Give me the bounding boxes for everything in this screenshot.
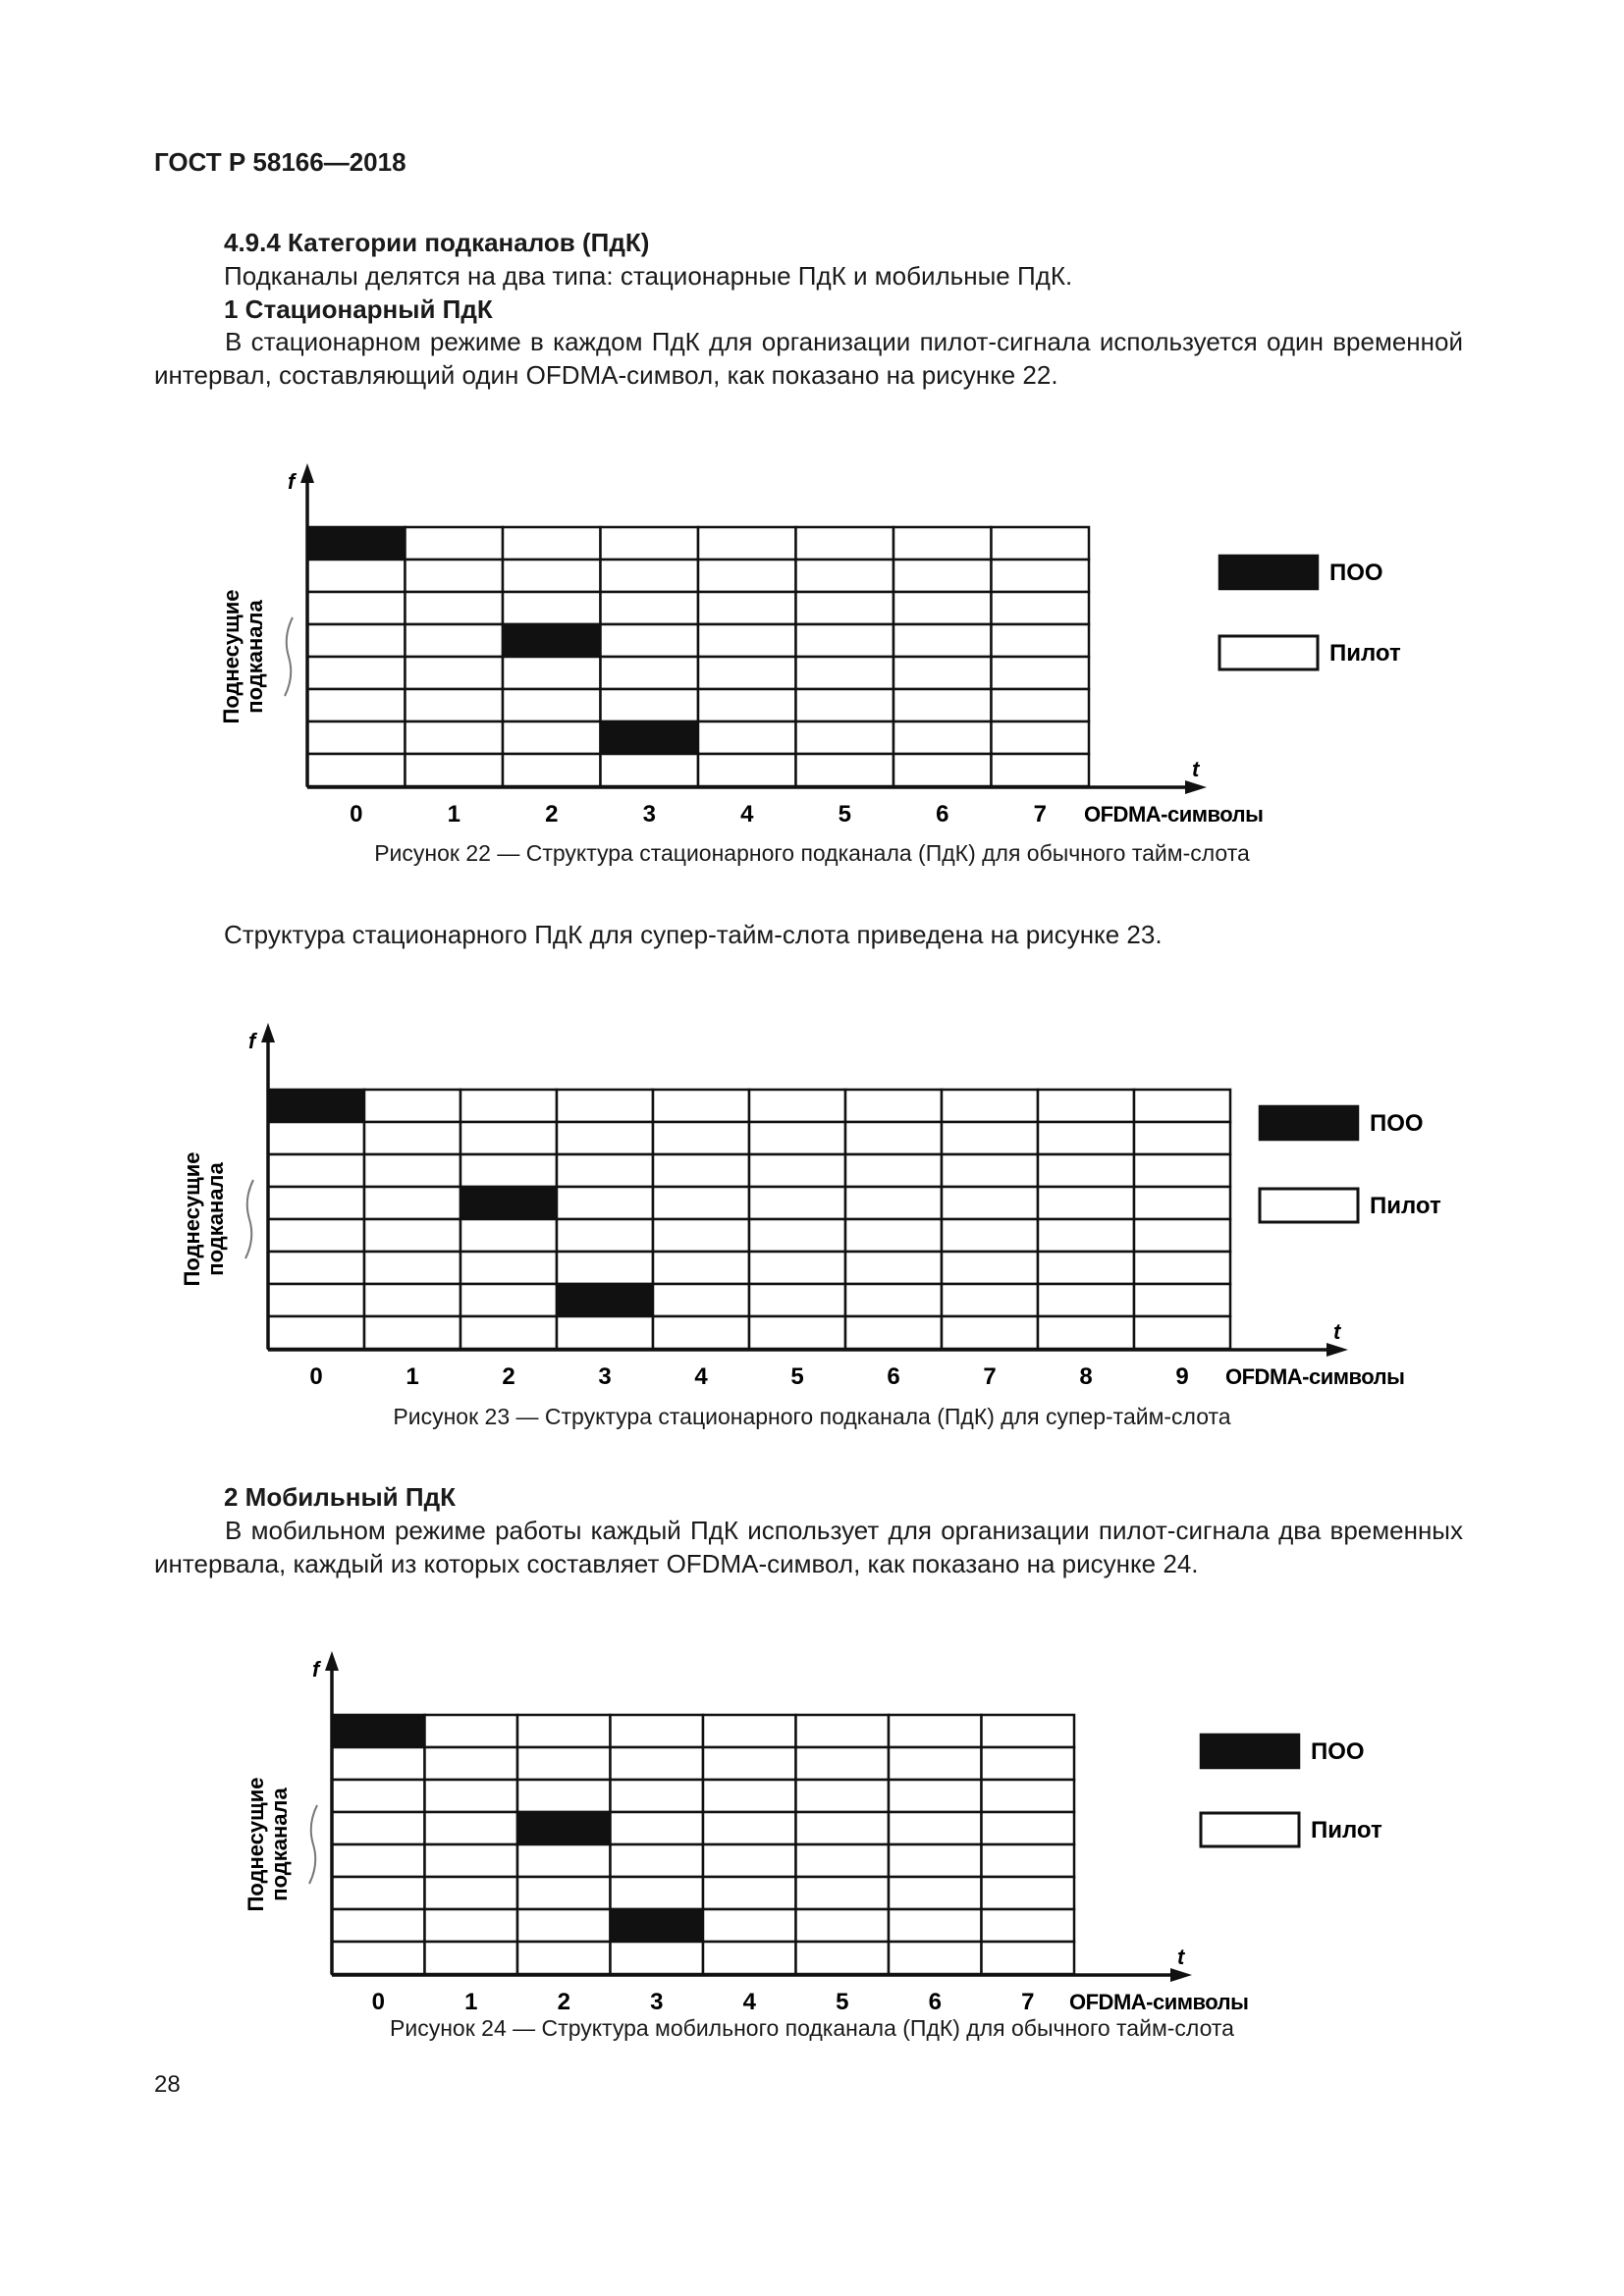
empty-cell	[982, 1780, 1075, 1812]
filled-cell	[460, 1187, 557, 1219]
empty-cell	[1134, 1219, 1230, 1252]
x-tick-label: 1	[447, 801, 460, 828]
empty-cell	[1134, 1252, 1230, 1284]
empty-cell	[332, 1909, 425, 1942]
empty-cell	[268, 1187, 364, 1219]
section-heading: 4.9.4 Категории подканалов (ПдК)	[224, 228, 650, 257]
empty-cell	[698, 689, 796, 721]
y-axis-title	[180, 1152, 228, 1287]
empty-cell	[749, 1219, 845, 1252]
empty-cell	[749, 1122, 845, 1154]
empty-cell	[992, 657, 1090, 689]
empty-cell	[703, 1877, 796, 1909]
empty-cell	[503, 592, 601, 624]
empty-cell	[406, 721, 504, 754]
empty-cell	[425, 1780, 518, 1812]
x-tick-label: 0	[371, 1989, 385, 2015]
empty-cell	[503, 657, 601, 689]
empty-cell	[611, 1715, 704, 1747]
legend-filled-swatch	[1260, 1106, 1358, 1140]
legend-empty-swatch	[1219, 636, 1318, 669]
subsection-1-heading: 1 Стационарный ПдК	[224, 294, 493, 324]
empty-cell	[698, 657, 796, 689]
x-tick-label: 1	[464, 1989, 478, 2015]
x-tick-label: 2	[545, 801, 559, 828]
legend-empty-swatch	[1201, 1813, 1299, 1846]
empty-cell	[611, 1812, 704, 1844]
x-tick-label: 3	[642, 801, 656, 828]
empty-cell	[653, 1252, 749, 1284]
x-tick-label: 3	[598, 1363, 612, 1390]
empty-cell	[406, 657, 504, 689]
empty-cell	[425, 1812, 518, 1844]
empty-cell	[406, 754, 504, 786]
empty-cell	[332, 1812, 425, 1844]
empty-cell	[406, 689, 504, 721]
x-tick-label: 7	[1021, 1989, 1035, 2015]
empty-cell	[749, 1090, 845, 1122]
empty-cell	[653, 1187, 749, 1219]
empty-cell	[268, 1122, 364, 1154]
empty-cell	[889, 1780, 982, 1812]
empty-cell	[557, 1090, 653, 1122]
x-tick-label: 2	[502, 1363, 515, 1390]
empty-cell	[557, 1219, 653, 1252]
empty-cell	[796, 560, 894, 592]
empty-cell	[845, 1252, 942, 1284]
empty-cell	[517, 1942, 611, 1974]
page-number: 28	[154, 2071, 181, 2098]
filled-cell	[307, 527, 406, 560]
brace-mark	[245, 1180, 253, 1258]
empty-cell	[364, 1284, 460, 1316]
empty-cell	[796, 1909, 890, 1942]
empty-cell	[503, 527, 601, 560]
empty-cell	[653, 1284, 749, 1316]
empty-cell	[460, 1316, 557, 1349]
empty-cell	[703, 1780, 796, 1812]
figure-23-caption: Рисунок 23 — Структура стационарного подканала (ПдК) для супер-тайм-слота	[393, 1404, 1231, 1429]
x-tick-label: 5	[838, 801, 851, 828]
empty-cell	[364, 1316, 460, 1349]
x-tick-label: 4	[694, 1363, 708, 1390]
empty-cell	[942, 1187, 1038, 1219]
empty-cell	[425, 1844, 518, 1877]
x-tick-label: 1	[406, 1363, 419, 1390]
empty-cell	[1038, 1187, 1134, 1219]
y-axis-letter: f	[248, 1029, 256, 1053]
empty-cell	[992, 592, 1090, 624]
empty-cell	[364, 1122, 460, 1154]
brace-mark	[285, 617, 293, 696]
empty-cell	[364, 1154, 460, 1187]
empty-cell	[332, 1844, 425, 1877]
empty-cell	[653, 1316, 749, 1349]
empty-cell	[845, 1154, 942, 1187]
empty-cell	[268, 1219, 364, 1252]
empty-cell	[698, 527, 796, 560]
empty-cell	[703, 1909, 796, 1942]
empty-cell	[942, 1154, 1038, 1187]
empty-cell	[425, 1715, 518, 1747]
empty-cell	[653, 1090, 749, 1122]
empty-cell	[406, 527, 504, 560]
x-tick-label: 4	[740, 801, 754, 828]
empty-cell	[889, 1877, 982, 1909]
empty-cell	[425, 1877, 518, 1909]
empty-cell	[307, 592, 406, 624]
empty-cell	[796, 721, 894, 754]
empty-cell	[889, 1812, 982, 1844]
empty-cell	[517, 1877, 611, 1909]
x-tick-label: 5	[836, 1989, 849, 2015]
figure-22-caption: Рисунок 22 — Структура стационарного подканала (ПдК) для обычного тайм-слота	[374, 840, 1250, 866]
empty-cell	[601, 657, 699, 689]
figure-24	[0, 1649, 1624, 2015]
empty-cell	[796, 1942, 890, 1974]
empty-cell	[796, 1747, 890, 1780]
empty-cell	[406, 624, 504, 657]
x-axis-letter: t	[1333, 1319, 1341, 1344]
empty-cell	[332, 1747, 425, 1780]
y-axis-title	[244, 1778, 292, 1912]
empty-cell	[460, 1252, 557, 1284]
empty-cell	[1038, 1316, 1134, 1349]
empty-cell	[557, 1252, 653, 1284]
empty-cell	[796, 754, 894, 786]
empty-cell	[1134, 1090, 1230, 1122]
empty-cell	[992, 560, 1090, 592]
figure-24-caption: Рисунок 24 — Структура мобильного подканала (ПдК) для обычного тайм-слота	[390, 2015, 1234, 2041]
y-axis-title-line: Поднесущие	[180, 1151, 204, 1287]
empty-cell	[460, 1154, 557, 1187]
empty-cell	[307, 560, 406, 592]
grid	[307, 527, 1089, 786]
empty-cell	[893, 527, 992, 560]
empty-cell	[1038, 1219, 1134, 1252]
subsection-1-paragraph: В стационарном режиме в каждом ПдК для организации пилот-сигнала используется один временной интервал, составляющий один OFDMA-символ, как показано на рисунке 22.	[154, 327, 1463, 390]
filled-cell	[517, 1812, 611, 1844]
x-axis-letter: t	[1192, 757, 1200, 781]
empty-cell	[992, 754, 1090, 786]
legend-empty-label: Пилот	[1370, 1193, 1441, 1219]
empty-cell	[557, 1187, 653, 1219]
y-axis-letter: f	[288, 469, 296, 494]
empty-cell	[796, 1844, 890, 1877]
x-tick-label: 4	[742, 1989, 756, 2015]
empty-cell	[307, 754, 406, 786]
empty-cell	[942, 1219, 1038, 1252]
empty-cell	[1134, 1122, 1230, 1154]
empty-cell	[942, 1090, 1038, 1122]
empty-cell	[796, 624, 894, 657]
filled-cell	[611, 1909, 704, 1942]
x-tick-label: 2	[557, 1989, 570, 2015]
x-tick-label: 6	[928, 1989, 942, 2015]
empty-cell	[307, 624, 406, 657]
y-axis-title-line: Поднесущие	[219, 589, 244, 724]
empty-cell	[460, 1090, 557, 1122]
empty-cell	[1038, 1090, 1134, 1122]
legend-filled-swatch	[1201, 1735, 1299, 1768]
empty-cell	[517, 1747, 611, 1780]
empty-cell	[503, 754, 601, 786]
x-tick-label: 7	[983, 1363, 997, 1390]
filled-cell	[601, 721, 699, 754]
empty-cell	[1038, 1154, 1134, 1187]
x-axis-title: OFDMA-символы	[1069, 1990, 1249, 2014]
x-axis-title: OFDMA-символы	[1084, 802, 1264, 827]
legend-filled-swatch	[1219, 556, 1318, 589]
empty-cell	[796, 689, 894, 721]
empty-cell	[796, 527, 894, 560]
y-axis-letter: f	[312, 1657, 320, 1682]
brace-mark	[309, 1805, 317, 1884]
empty-cell	[893, 721, 992, 754]
y-axis-title	[219, 590, 267, 724]
y-axis-arrow	[261, 1023, 275, 1042]
empty-cell	[1134, 1187, 1230, 1219]
empty-cell	[698, 592, 796, 624]
empty-cell	[893, 754, 992, 786]
x-axis-arrow	[1185, 780, 1207, 794]
empty-cell	[703, 1747, 796, 1780]
empty-cell	[992, 721, 1090, 754]
empty-cell	[653, 1154, 749, 1187]
empty-cell	[653, 1122, 749, 1154]
x-tick-label: 0	[309, 1363, 323, 1390]
empty-cell	[653, 1219, 749, 1252]
empty-cell	[845, 1122, 942, 1154]
x-tick-label: 8	[1079, 1363, 1093, 1390]
x-tick-label: 9	[1175, 1363, 1189, 1390]
empty-cell	[703, 1844, 796, 1877]
empty-cell	[889, 1942, 982, 1974]
empty-cell	[268, 1252, 364, 1284]
document-header: ГОСТ Р 58166—2018	[154, 147, 406, 177]
legend-filled-label: ПОО	[1311, 1738, 1365, 1765]
empty-cell	[749, 1284, 845, 1316]
empty-cell	[307, 689, 406, 721]
empty-cell	[992, 527, 1090, 560]
empty-cell	[460, 1284, 557, 1316]
empty-cell	[1038, 1252, 1134, 1284]
y-axis-title-line: подканала	[203, 1162, 228, 1276]
empty-cell	[889, 1909, 982, 1942]
empty-cell	[796, 1780, 890, 1812]
empty-cell	[307, 657, 406, 689]
legend-filled-label: ПОО	[1329, 560, 1383, 586]
y-axis-title-line: Поднесущие	[244, 1777, 268, 1912]
x-axis-arrow	[1326, 1343, 1348, 1357]
empty-cell	[893, 560, 992, 592]
empty-cell	[268, 1316, 364, 1349]
empty-cell	[698, 721, 796, 754]
empty-cell	[601, 527, 699, 560]
x-tick-label: 5	[790, 1363, 804, 1390]
empty-cell	[845, 1284, 942, 1316]
empty-cell	[703, 1715, 796, 1747]
empty-cell	[611, 1942, 704, 1974]
empty-cell	[698, 754, 796, 786]
empty-cell	[796, 657, 894, 689]
figure-22	[0, 461, 1624, 834]
empty-cell	[517, 1780, 611, 1812]
empty-cell	[982, 1909, 1075, 1942]
empty-cell	[307, 721, 406, 754]
empty-cell	[749, 1252, 845, 1284]
empty-cell	[889, 1844, 982, 1877]
empty-cell	[982, 1942, 1075, 1974]
subsection-2-heading: 2 Мобильный ПдК	[224, 1482, 456, 1512]
empty-cell	[942, 1252, 1038, 1284]
empty-cell	[557, 1122, 653, 1154]
legend-empty-label: Пилот	[1311, 1817, 1382, 1843]
empty-cell	[425, 1942, 518, 1974]
empty-cell	[796, 1877, 890, 1909]
empty-cell	[364, 1219, 460, 1252]
empty-cell	[893, 689, 992, 721]
empty-cell	[611, 1747, 704, 1780]
empty-cell	[796, 592, 894, 624]
empty-cell	[845, 1090, 942, 1122]
x-tick-label: 7	[1033, 801, 1047, 828]
empty-cell	[703, 1942, 796, 1974]
empty-cell	[1038, 1122, 1134, 1154]
empty-cell	[364, 1252, 460, 1284]
x-tick-label: 3	[650, 1989, 664, 2015]
empty-cell	[601, 689, 699, 721]
filled-cell	[503, 624, 601, 657]
empty-cell	[893, 592, 992, 624]
empty-cell	[1134, 1284, 1230, 1316]
legend-empty-swatch	[1260, 1189, 1358, 1222]
empty-cell	[364, 1187, 460, 1219]
y-axis-arrow	[325, 1651, 339, 1671]
empty-cell	[982, 1812, 1075, 1844]
empty-cell	[425, 1909, 518, 1942]
empty-cell	[749, 1316, 845, 1349]
empty-cell	[332, 1877, 425, 1909]
empty-cell	[796, 1812, 890, 1844]
empty-cell	[517, 1715, 611, 1747]
x-axis-arrow	[1170, 1968, 1192, 1982]
empty-cell	[406, 592, 504, 624]
filled-cell	[557, 1284, 653, 1316]
legend-filled-label: ПОО	[1370, 1110, 1424, 1137]
empty-cell	[992, 624, 1090, 657]
filled-cell	[268, 1090, 364, 1122]
empty-cell	[503, 721, 601, 754]
figure-23	[0, 1021, 1624, 1390]
empty-cell	[268, 1284, 364, 1316]
y-axis-title-line: подканала	[267, 1788, 292, 1901]
empty-cell	[406, 560, 504, 592]
empty-cell	[982, 1715, 1075, 1747]
empty-cell	[557, 1154, 653, 1187]
empty-cell	[749, 1154, 845, 1187]
x-tick-label: 0	[350, 801, 363, 828]
empty-cell	[698, 560, 796, 592]
empty-cell	[942, 1122, 1038, 1154]
empty-cell	[611, 1844, 704, 1877]
empty-cell	[364, 1090, 460, 1122]
empty-cell	[517, 1909, 611, 1942]
x-tick-label: 6	[936, 801, 949, 828]
between-paragraph: Структура стационарного ПдК для супер-тайм-слота приведена на рисунке 23.	[224, 920, 1163, 949]
empty-cell	[992, 689, 1090, 721]
empty-cell	[460, 1219, 557, 1252]
empty-cell	[982, 1747, 1075, 1780]
empty-cell	[517, 1844, 611, 1877]
y-axis-title-line: подканала	[243, 600, 267, 714]
empty-cell	[503, 689, 601, 721]
empty-cell	[796, 1715, 890, 1747]
empty-cell	[889, 1747, 982, 1780]
x-tick-label: 6	[887, 1363, 900, 1390]
empty-cell	[845, 1187, 942, 1219]
empty-cell	[611, 1780, 704, 1812]
empty-cell	[332, 1942, 425, 1974]
empty-cell	[893, 624, 992, 657]
empty-cell	[503, 560, 601, 592]
x-axis-title: OFDMA-символы	[1225, 1364, 1405, 1389]
grid	[268, 1090, 1230, 1349]
empty-cell	[893, 657, 992, 689]
section-intro: Подканалы делятся на два типа: стационарные ПдК и мобильные ПдК.	[224, 261, 1073, 291]
empty-cell	[611, 1877, 704, 1909]
empty-cell	[601, 754, 699, 786]
empty-cell	[749, 1187, 845, 1219]
empty-cell	[845, 1316, 942, 1349]
filled-cell	[332, 1715, 425, 1747]
empty-cell	[845, 1219, 942, 1252]
empty-cell	[1134, 1154, 1230, 1187]
empty-cell	[942, 1284, 1038, 1316]
y-axis-arrow	[300, 463, 314, 483]
empty-cell	[942, 1316, 1038, 1349]
empty-cell	[889, 1715, 982, 1747]
empty-cell	[460, 1122, 557, 1154]
empty-cell	[982, 1844, 1075, 1877]
empty-cell	[698, 624, 796, 657]
empty-cell	[601, 560, 699, 592]
x-axis-letter: t	[1177, 1945, 1185, 1969]
legend-empty-label: Пилот	[1329, 640, 1401, 667]
empty-cell	[332, 1780, 425, 1812]
empty-cell	[268, 1154, 364, 1187]
empty-cell	[425, 1747, 518, 1780]
subsection-2-paragraph: В мобильном режиме работы каждый ПдК использует для организации пилот-сигнала два временных интервала, каждый из которых составляет OFDMA-символ, как показано на рисунке 24.	[154, 1516, 1463, 1578]
empty-cell	[601, 592, 699, 624]
empty-cell	[1038, 1284, 1134, 1316]
empty-cell	[982, 1877, 1075, 1909]
empty-cell	[703, 1812, 796, 1844]
empty-cell	[1134, 1316, 1230, 1349]
empty-cell	[557, 1316, 653, 1349]
grid	[332, 1715, 1074, 1974]
empty-cell	[601, 624, 699, 657]
